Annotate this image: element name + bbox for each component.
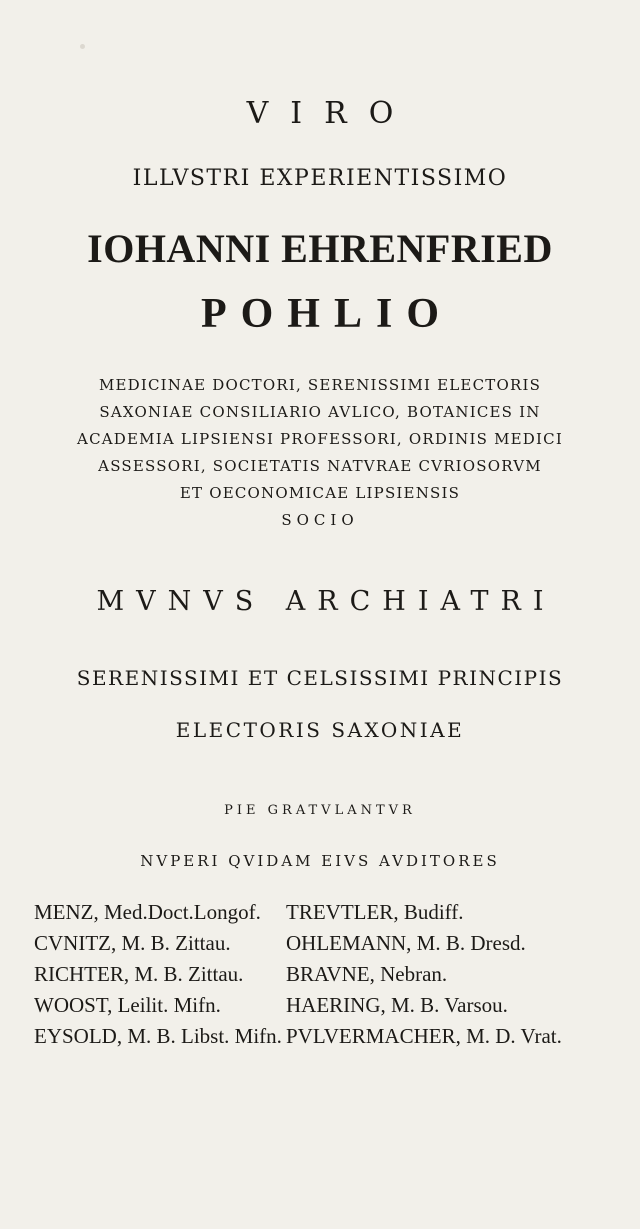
title-line: MEDICINAE DOCTORI, SERENISSIMI ELECTORIS — [98, 376, 542, 394]
office-line-1: SERENISSIMI ET CELSISSIMI PRINCIPIS — [76, 666, 564, 690]
auditor-name: TREVTLER, Budiff. — [286, 900, 464, 924]
title-line: ET OECONOMICAE LIPSIENSIS — [179, 484, 461, 502]
auditores-row — [34, 897, 624, 928]
auditores-row — [34, 990, 624, 1021]
auditor-name: MENZ, Med.Doct.Longof. — [34, 900, 261, 924]
auditor-name: PVLVERMACHER, M. D. Vrat. — [286, 1024, 562, 1048]
auditor-name: HAERING, M. B. Varsou. — [286, 993, 508, 1017]
title-line: ACADEMIA LIPSIENSI PROFESSORI, ORDINIS MEDICI — [77, 430, 563, 448]
office-line-2: ELECTORIS SAXONIAE — [175, 718, 465, 742]
auditores-row — [34, 1021, 624, 1052]
auditores-row — [34, 928, 624, 959]
auditor-name: RICHTER, M. B. Zittau. — [34, 962, 244, 986]
auditor-name: OHLEMANN, M. B. Dresd. — [286, 931, 526, 955]
auditores-intro: NVPERI QVIDAM EIVS AVDITORES — [140, 852, 500, 870]
title-line: ASSESSORI, SOCIETATIS NATVRAE CVRIOSORVM — [98, 457, 542, 475]
gratulation-line: PIE GRATVLANTVR — [224, 803, 416, 818]
auditor-name: BRAVNE, Nebran. — [286, 962, 448, 986]
dedication-viro: VIRO — [246, 96, 416, 131]
auditor-name: WOOST, Leilit. Mifn. — [34, 993, 221, 1017]
title-line: SOCIO — [281, 511, 359, 529]
dedication-epithet: ILLVSTRI EXPERIENTISSIMO — [132, 166, 508, 191]
honoree-last-name: POHLIO — [200, 291, 454, 337]
auditor-name: EYSOLD, M. B. Libst. Mifn. — [34, 1024, 282, 1048]
honoree-first-name: IOHANNI EHRENFRIED — [87, 226, 553, 271]
ink-spot — [80, 44, 85, 49]
title-line: SAXONIAE CONSILIARIO AVLICO, BOTANICES IN — [99, 403, 541, 421]
auditor-name: CVNITZ, M. B. Zittau. — [34, 931, 231, 955]
auditores-list — [34, 897, 624, 1052]
honoree-titles — [0, 372, 640, 534]
munus-heading: MVNVS ARCHIATRI — [96, 586, 556, 617]
auditores-row — [34, 959, 624, 990]
